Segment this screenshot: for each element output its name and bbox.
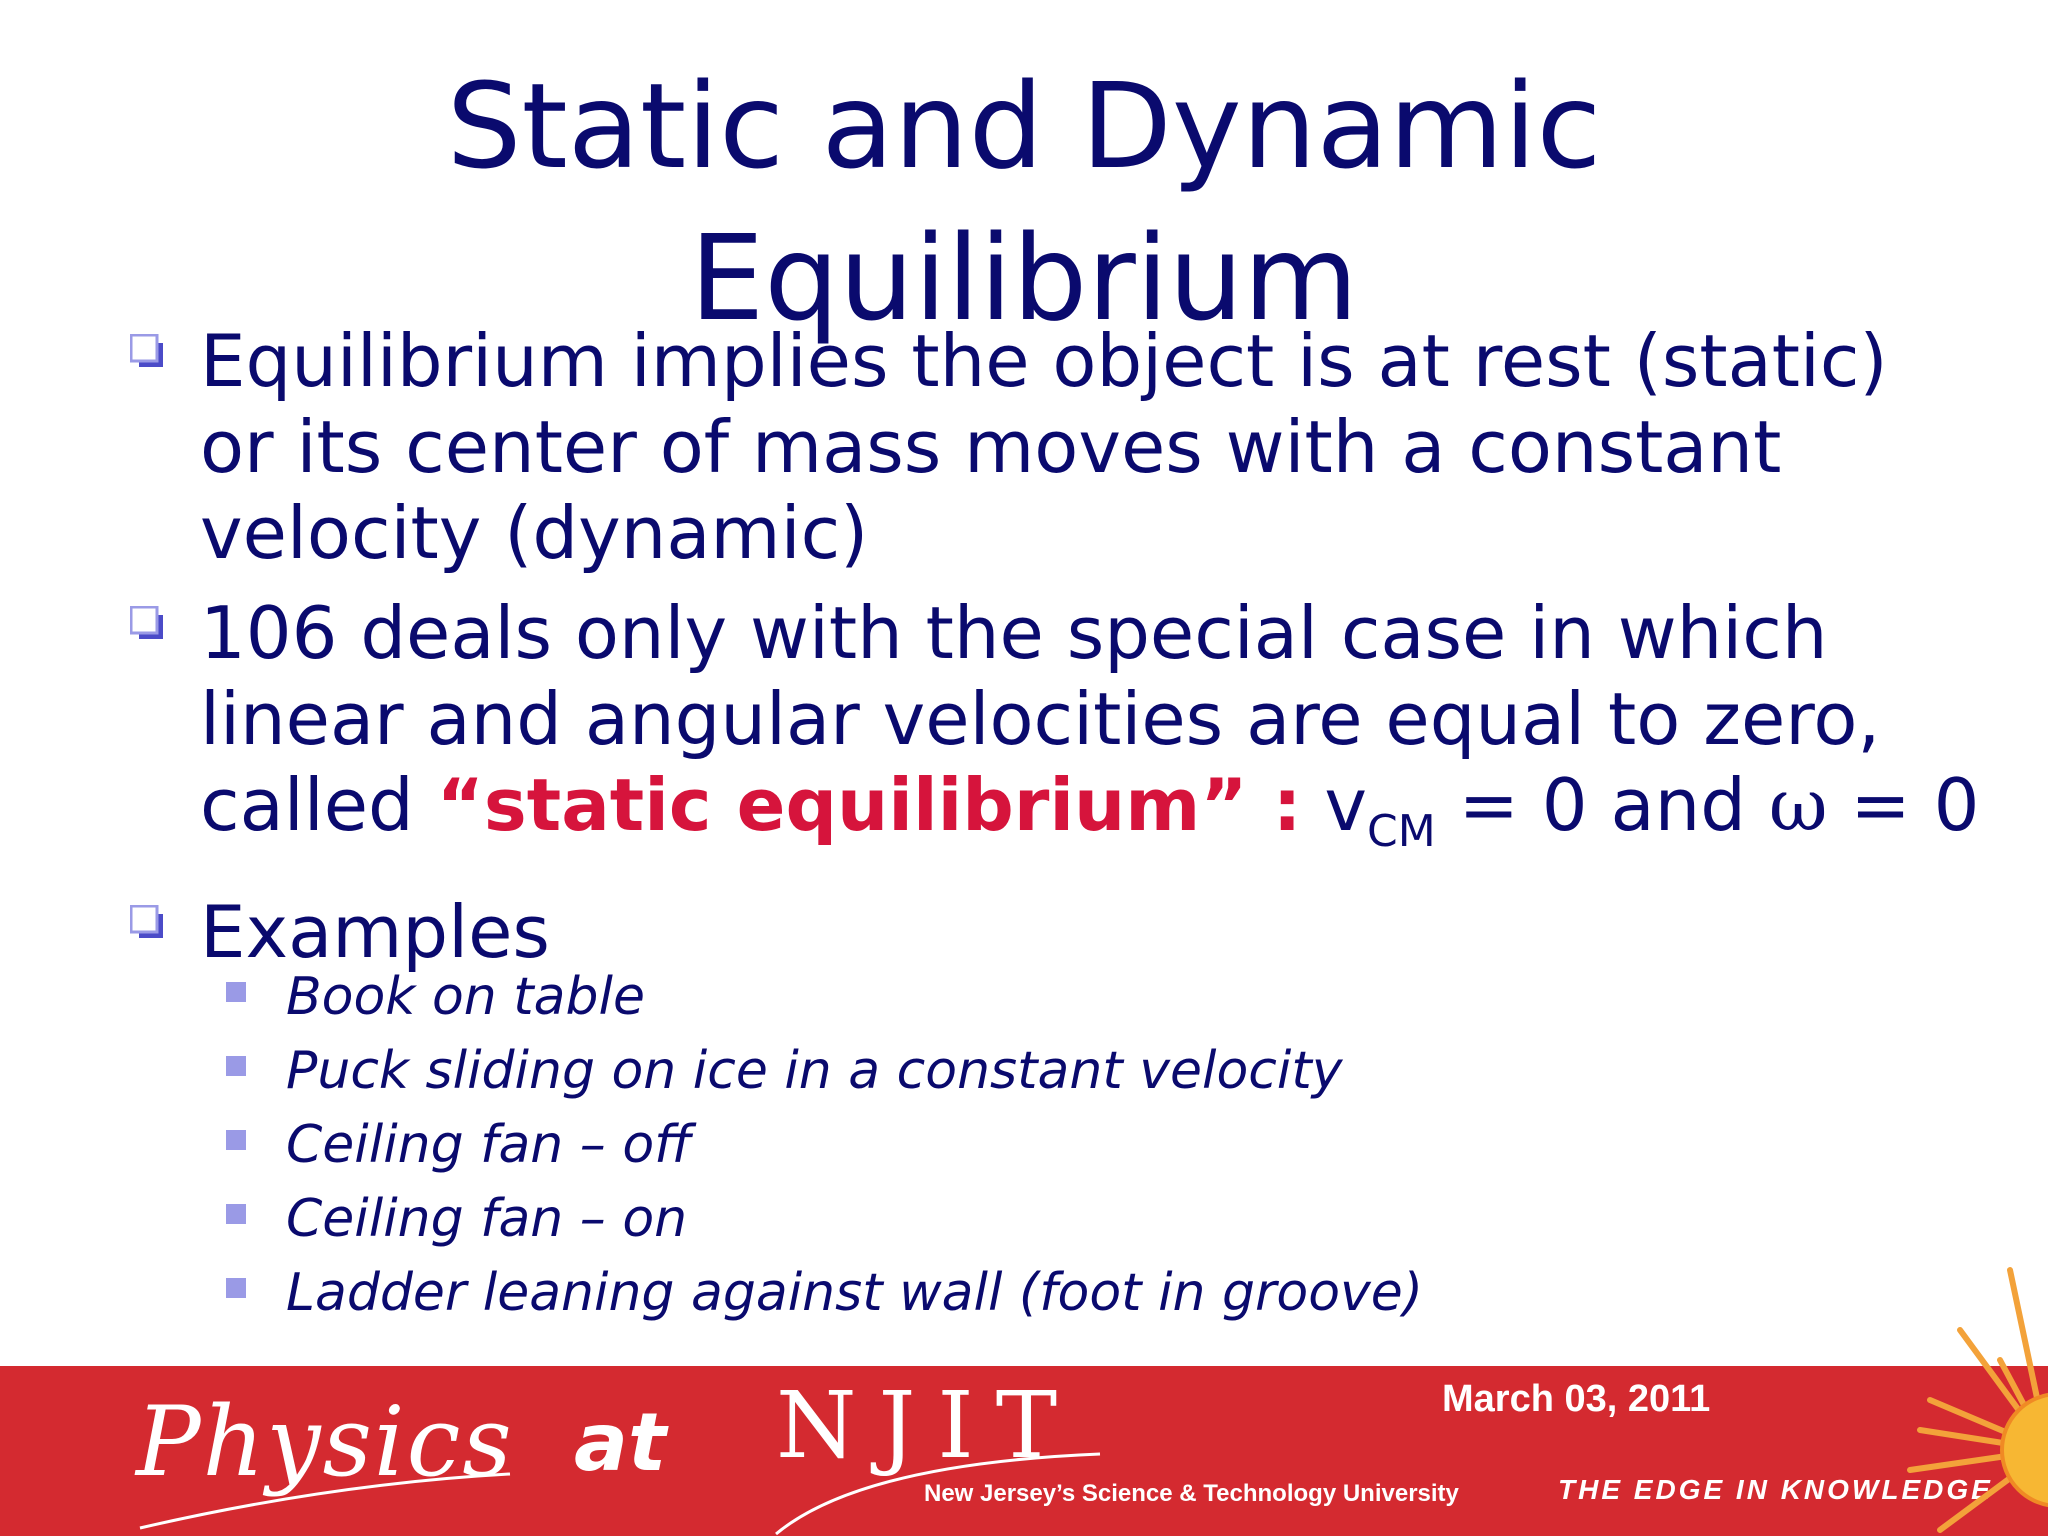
example-text: Book on table: [286, 967, 645, 1027]
checkbox-bullet-icon: [130, 606, 164, 640]
example-text: Puck sliding on ice in a constant velocity: [286, 1041, 1343, 1101]
omega-symbol: ω: [1768, 763, 1828, 847]
checkbox-bullet-icon: [130, 334, 164, 368]
bullet-line-equation: [200, 762, 2000, 875]
bullet-line: or its center of mass moves with a constant: [200, 405, 1782, 489]
bullet-line: 106 deals only with the special case in which: [200, 591, 1828, 675]
bullet-line: velocity (dynamic): [200, 491, 869, 575]
slide-title: [0, 50, 2048, 354]
velocity-symbol: v: [1301, 763, 1367, 847]
example-text: Ceiling fan – on: [286, 1189, 688, 1249]
example-item: [222, 1182, 1423, 1256]
example-text: Ceiling fan – off: [286, 1115, 692, 1175]
examples-list: [222, 960, 1423, 1330]
static-equilibrium-highlight: “static equilibrium” :: [436, 763, 1302, 847]
bullet-line: linear and angular velocities are equal to zero,: [200, 677, 1881, 761]
slide-title-line1: Static and Dynamic: [446, 57, 1602, 195]
physics-logo-text: Physics: [136, 1386, 514, 1498]
bullet-item: [120, 318, 2000, 576]
bullet-line: Equilibrium implies the object is at rest (static): [200, 319, 1888, 403]
checkbox-bullet-icon: [130, 905, 164, 939]
example-item: [222, 960, 1423, 1034]
example-item: [222, 1256, 1423, 1330]
njit-tagline: New Jersey’s Science & Technology University: [924, 1480, 1459, 1507]
slide-title-line2: Equilibrium: [689, 209, 1359, 347]
example-text: Ladder leaning against wall (foot in groove): [286, 1263, 1424, 1323]
square-bullet-icon: [226, 1130, 246, 1150]
bullet-line: Examples: [200, 890, 550, 974]
sun-logo-icon: [1900, 1250, 2048, 1536]
equals-zero-and: = 0 and: [1435, 763, 1769, 847]
bullet-item: [120, 590, 2000, 875]
called-text: called: [200, 763, 437, 847]
njit-logo: NJIT: [776, 1372, 1080, 1479]
edge-tagline: THE EDGE IN KNOWLEDGE: [1558, 1474, 1993, 1505]
slide-date: March 03, 2011: [1442, 1378, 1711, 1420]
bullet-list: [120, 318, 2000, 989]
example-item: [222, 1108, 1423, 1182]
square-bullet-icon: [226, 1278, 246, 1298]
equals-zero: = 0: [1827, 763, 1980, 847]
cm-subscript: CM: [1367, 806, 1436, 857]
square-bullet-icon: [226, 1056, 246, 1076]
at-text: at: [574, 1396, 667, 1489]
square-bullet-icon: [226, 1204, 246, 1224]
example-item: [222, 1034, 1423, 1108]
square-bullet-icon: [226, 982, 246, 1002]
